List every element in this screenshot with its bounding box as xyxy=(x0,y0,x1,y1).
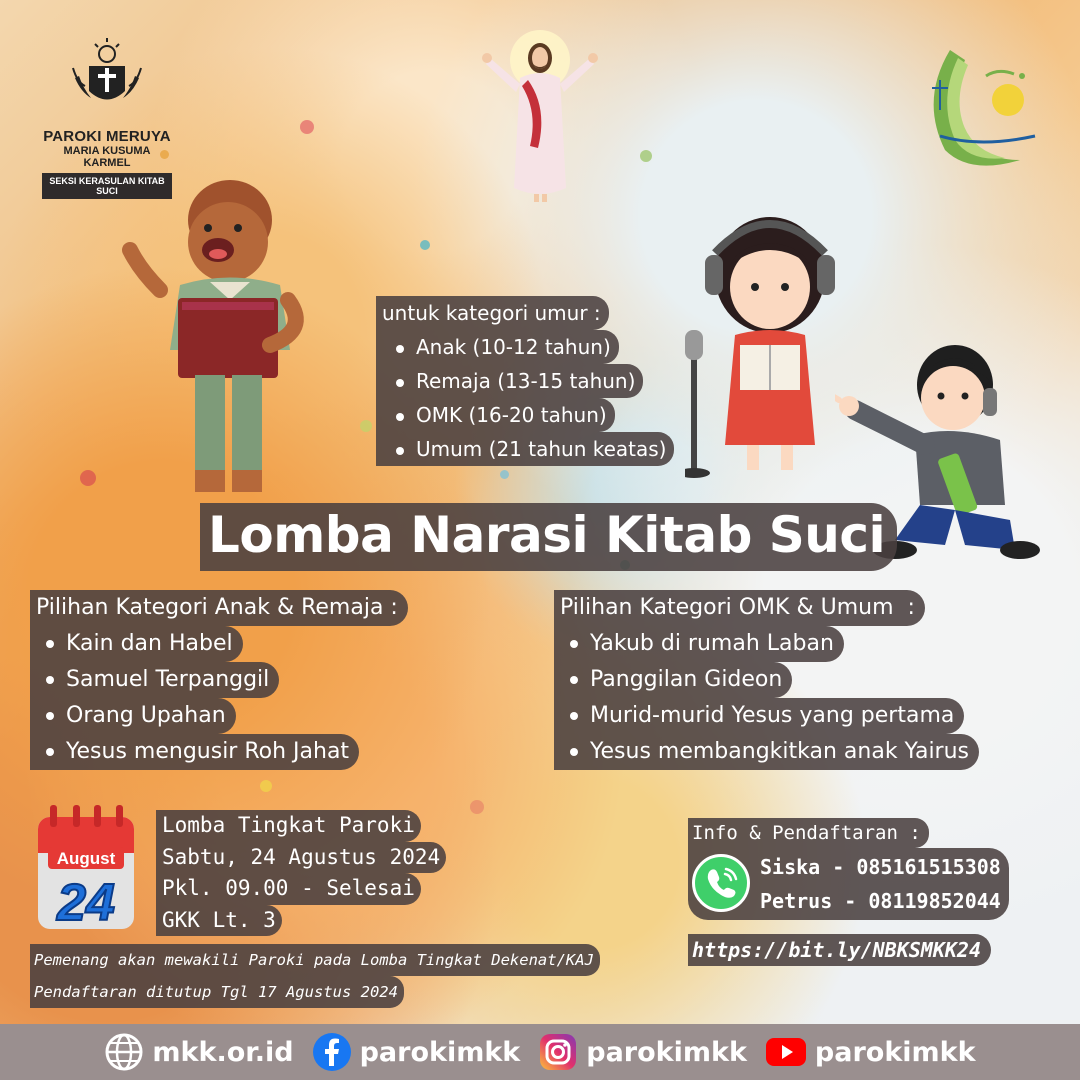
bullet xyxy=(396,379,404,387)
youtube-label: parokimkk xyxy=(814,1036,976,1068)
category-list-children-teens xyxy=(30,590,408,770)
event-details xyxy=(156,810,446,936)
deadline-note: Pendaftaran ditutup Tgl 17 Agustus 2024 xyxy=(30,976,404,1008)
calendar-day: 24 xyxy=(57,874,115,932)
bullet xyxy=(396,345,404,353)
age-categories xyxy=(376,296,674,466)
winner-note: Pemenang akan mewakili Paroki pada Lomba Tingkat Dekenat/KAJ xyxy=(30,944,600,976)
bullet xyxy=(46,676,54,684)
youtube-icon xyxy=(765,1037,807,1067)
paint-speck xyxy=(300,120,314,134)
parish-subname: MARIA KUSUMA KARMEL xyxy=(63,145,151,169)
event-line: Pkl. 09.00 - Selesai xyxy=(156,873,421,905)
age-item xyxy=(376,364,643,398)
facebook-link[interactable] xyxy=(312,1032,521,1072)
age-item-label: Anak (10-12 tahun) xyxy=(416,335,611,359)
category-item-label: Murid-murid Yesus yang pertama xyxy=(590,703,955,728)
info-heading: Info & Pendaftaran : xyxy=(688,818,929,848)
facebook-label: parokimkk xyxy=(359,1036,521,1068)
paint-speck xyxy=(80,470,96,486)
category-item xyxy=(30,698,236,734)
event-line: GKK Lt. 3 xyxy=(156,905,282,937)
footer-social-bar xyxy=(0,1024,1080,1080)
parish-tagline: SEKSI KERASULAN KITAB SUCI xyxy=(42,173,172,199)
paint-speck xyxy=(360,420,372,432)
globe-icon xyxy=(104,1032,144,1072)
paint-speck xyxy=(260,780,272,792)
category-heading: Pilihan Kategori Anak & Remaja : xyxy=(30,590,408,626)
website-label: mkk.or.id xyxy=(152,1036,294,1068)
age-item xyxy=(376,432,674,466)
category-heading: Pilihan Kategori OMK & Umum : xyxy=(554,590,925,626)
bullet xyxy=(46,640,54,648)
category-item-label: Yakub di rumah Laban xyxy=(590,631,834,656)
age-item xyxy=(376,398,615,432)
nubuat-habakuk-logo xyxy=(910,40,1045,180)
instagram-label: parokimkk xyxy=(586,1036,747,1068)
whatsapp-phone-icon xyxy=(692,854,750,912)
bullet xyxy=(46,712,54,720)
bullet xyxy=(570,640,578,648)
category-item xyxy=(30,734,359,770)
website-link[interactable] xyxy=(104,1032,293,1072)
category-item xyxy=(554,734,979,770)
category-item xyxy=(554,698,964,734)
contact-list xyxy=(688,848,1009,920)
parish-name: PAROKI MERUYA xyxy=(43,128,171,145)
girl-narrator-illustration xyxy=(685,205,845,480)
age-item-label: Remaja (13-15 tahun) xyxy=(416,369,636,393)
category-item-label: Samuel Terpanggil xyxy=(66,667,270,692)
paint-speck xyxy=(500,470,509,479)
main-title: Lomba Narasi Kitab Suci xyxy=(200,503,897,571)
age-heading: untuk kategori umur : xyxy=(376,296,609,330)
bullet xyxy=(46,748,54,756)
category-item xyxy=(30,626,243,662)
paint-speck xyxy=(420,240,430,250)
category-item xyxy=(30,662,279,698)
instagram-link[interactable] xyxy=(538,1032,747,1072)
event-line: Sabtu, 24 Agustus 2024 xyxy=(156,842,446,874)
calendar-icon xyxy=(36,803,136,933)
bullet xyxy=(570,676,578,684)
category-item-label: Yesus membangkitkan anak Yairus xyxy=(590,739,970,764)
category-list-youth-general xyxy=(554,590,979,770)
registration-link[interactable]: https://bit.ly/NBKSMKK24 xyxy=(688,934,991,966)
bullet xyxy=(570,712,578,720)
calendar-month: August xyxy=(56,849,116,868)
paint-speck xyxy=(470,800,484,814)
instagram-icon xyxy=(538,1032,578,1072)
age-item xyxy=(376,330,619,364)
age-item-label: Umum (21 tahun keatas) xyxy=(416,437,667,461)
facebook-icon xyxy=(312,1032,352,1072)
bullet xyxy=(570,748,578,756)
boy-reading-illustration xyxy=(120,170,330,500)
category-item-label: Yesus mengusir Roh Jahat xyxy=(66,739,350,764)
bullet xyxy=(396,447,404,455)
category-item-label: Kain dan Habel xyxy=(66,631,233,656)
notes xyxy=(30,944,600,1008)
category-item xyxy=(554,626,844,662)
event-line: Lomba Tingkat Paroki xyxy=(156,810,421,842)
contact-petrus: Petrus - 08119852044 xyxy=(760,889,1001,913)
category-item-label: Orang Upahan xyxy=(66,703,226,728)
jesus-illustration xyxy=(478,28,603,208)
bullet xyxy=(396,413,404,421)
youtube-link[interactable] xyxy=(765,1037,976,1068)
contact-siska: Siska - 085161515308 xyxy=(760,855,1001,879)
category-item-label: Panggilan Gideon xyxy=(590,667,783,692)
paint-speck xyxy=(640,150,652,162)
category-item xyxy=(554,662,792,698)
info-registration xyxy=(688,818,1048,966)
age-item-label: OMK (16-20 tahun) xyxy=(416,403,607,427)
parish-emblem-icon xyxy=(67,36,147,116)
